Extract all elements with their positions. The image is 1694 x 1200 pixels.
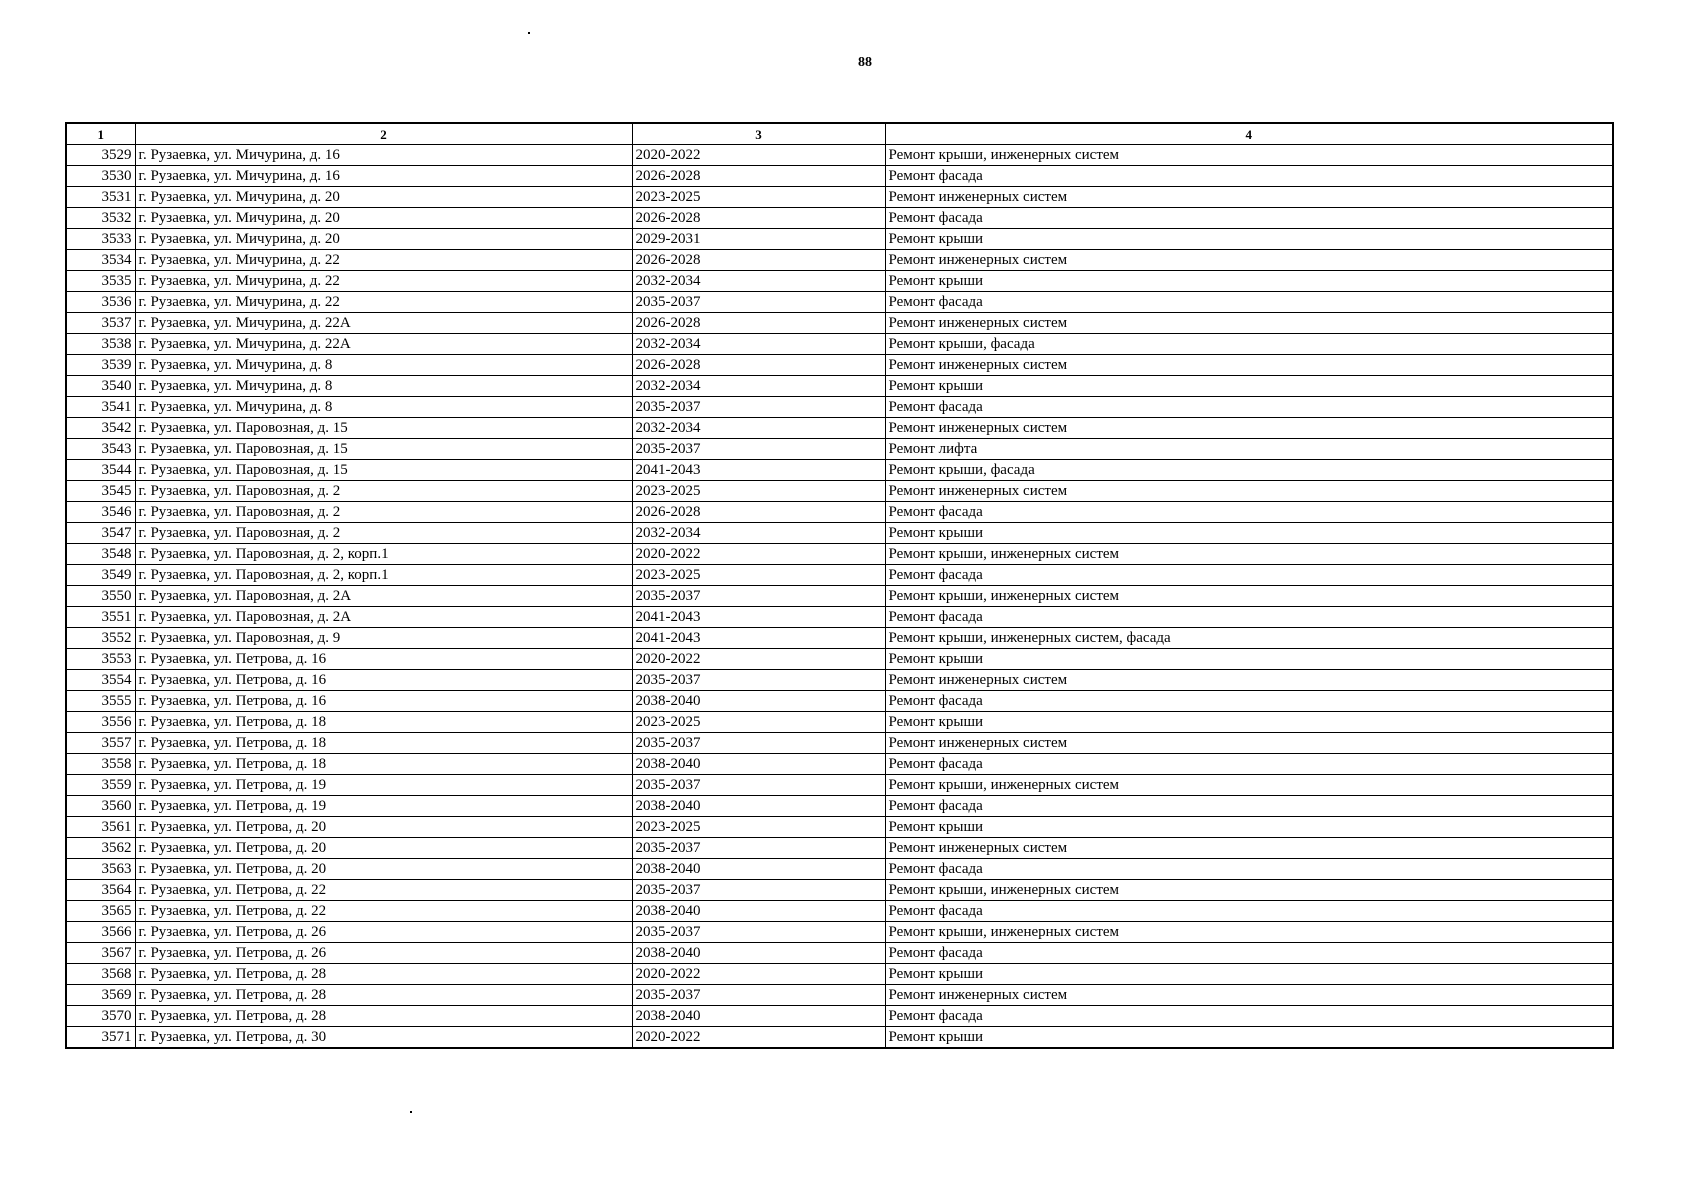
period-cell: 2026-2028 <box>632 208 885 229</box>
period-cell: 2032-2034 <box>632 418 885 439</box>
row-number-cell: 3552 <box>66 628 135 649</box>
period-cell: 2035-2037 <box>632 397 885 418</box>
table-row <box>66 523 1613 544</box>
row-number-cell: 3568 <box>66 964 135 985</box>
row-number-cell: 3529 <box>66 145 135 166</box>
address-cell: г. Рузаевка, ул. Паровозная, д. 15 <box>135 418 632 439</box>
period-cell: 2023-2025 <box>632 481 885 502</box>
period-cell: 2041-2043 <box>632 607 885 628</box>
row-number-cell: 3560 <box>66 796 135 817</box>
row-number-cell: 3549 <box>66 565 135 586</box>
address-cell: г. Рузаевка, ул. Петрова, д. 18 <box>135 712 632 733</box>
period-cell: 2029-2031 <box>632 229 885 250</box>
period-cell: 2035-2037 <box>632 670 885 691</box>
work-type-cell: Ремонт крыши, инженерных систем, фасада <box>885 628 1613 649</box>
row-number-cell: 3563 <box>66 859 135 880</box>
table-row <box>66 250 1613 271</box>
table-row <box>66 355 1613 376</box>
header-col-2: 2 <box>135 123 632 145</box>
address-cell: г. Рузаевка, ул. Петрова, д. 19 <box>135 775 632 796</box>
work-type-cell: Ремонт инженерных систем <box>885 733 1613 754</box>
row-number-cell: 3559 <box>66 775 135 796</box>
table-row <box>66 838 1613 859</box>
address-cell: г. Рузаевка, ул. Петрова, д. 16 <box>135 691 632 712</box>
table-row <box>66 880 1613 901</box>
row-number-cell: 3538 <box>66 334 135 355</box>
row-number-cell: 3556 <box>66 712 135 733</box>
table-row <box>66 292 1613 313</box>
row-number-cell: 3550 <box>66 586 135 607</box>
work-type-cell: Ремонт фасада <box>885 502 1613 523</box>
table-row <box>66 334 1613 355</box>
address-cell: г. Рузаевка, ул. Паровозная, д. 2, корп.1 <box>135 565 632 586</box>
work-type-cell: Ремонт фасада <box>885 208 1613 229</box>
row-number-cell: 3539 <box>66 355 135 376</box>
table-row <box>66 1006 1613 1027</box>
address-cell: г. Рузаевка, ул. Петрова, д. 20 <box>135 838 632 859</box>
address-cell: г. Рузаевка, ул. Петрова, д. 18 <box>135 754 632 775</box>
period-cell: 2038-2040 <box>632 754 885 775</box>
period-cell: 2026-2028 <box>632 355 885 376</box>
period-cell: 2038-2040 <box>632 1006 885 1027</box>
table-row <box>66 586 1613 607</box>
work-type-cell: Ремонт крыши <box>885 964 1613 985</box>
work-type-cell: Ремонт инженерных систем <box>885 355 1613 376</box>
work-type-cell: Ремонт крыши, инженерных систем <box>885 586 1613 607</box>
address-cell: г. Рузаевка, ул. Паровозная, д. 2, корп.1 <box>135 544 632 565</box>
work-type-cell: Ремонт фасада <box>885 397 1613 418</box>
address-cell: г. Рузаевка, ул. Петрова, д. 16 <box>135 649 632 670</box>
period-cell: 2035-2037 <box>632 880 885 901</box>
page-number: 88 <box>858 55 872 70</box>
table-row <box>66 187 1613 208</box>
address-cell: г. Рузаевка, ул. Паровозная, д. 2А <box>135 607 632 628</box>
row-number-cell: 3548 <box>66 544 135 565</box>
row-number-cell: 3542 <box>66 418 135 439</box>
row-number-cell: 3566 <box>66 922 135 943</box>
period-cell: 2020-2022 <box>632 649 885 670</box>
period-cell: 2032-2034 <box>632 271 885 292</box>
work-type-cell: Ремонт фасада <box>885 943 1613 964</box>
row-number-cell: 3564 <box>66 880 135 901</box>
period-cell: 2020-2022 <box>632 1027 885 1049</box>
period-cell: 2020-2022 <box>632 145 885 166</box>
row-number-cell: 3540 <box>66 376 135 397</box>
period-cell: 2041-2043 <box>632 628 885 649</box>
address-cell: г. Рузаевка, ул. Петрова, д. 28 <box>135 985 632 1006</box>
row-number-cell: 3567 <box>66 943 135 964</box>
address-cell: г. Рузаевка, ул. Петрова, д. 20 <box>135 859 632 880</box>
work-type-cell: Ремонт фасада <box>885 754 1613 775</box>
table-row <box>66 313 1613 334</box>
address-cell: г. Рузаевка, ул. Петрова, д. 26 <box>135 943 632 964</box>
work-type-cell: Ремонт фасада <box>885 607 1613 628</box>
period-cell: 2038-2040 <box>632 691 885 712</box>
row-number-cell: 3541 <box>66 397 135 418</box>
scan-speck-bottom <box>410 1111 412 1113</box>
address-cell: г. Рузаевка, ул. Мичурина, д. 8 <box>135 397 632 418</box>
row-number-cell: 3532 <box>66 208 135 229</box>
table-row <box>66 901 1613 922</box>
address-cell: г. Рузаевка, ул. Паровозная, д. 2 <box>135 523 632 544</box>
row-number-cell: 3551 <box>66 607 135 628</box>
address-cell: г. Рузаевка, ул. Мичурина, д. 22 <box>135 271 632 292</box>
row-number-cell: 3546 <box>66 502 135 523</box>
row-number-cell: 3531 <box>66 187 135 208</box>
work-type-cell: Ремонт крыши <box>885 649 1613 670</box>
table-header-row <box>66 123 1613 145</box>
row-number-cell: 3554 <box>66 670 135 691</box>
address-cell: г. Рузаевка, ул. Мичурина, д. 8 <box>135 376 632 397</box>
table-row <box>66 439 1613 460</box>
table-row <box>66 481 1613 502</box>
row-number-cell: 3537 <box>66 313 135 334</box>
table-row <box>66 628 1613 649</box>
work-type-cell: Ремонт фасада <box>885 796 1613 817</box>
period-cell: 2026-2028 <box>632 502 885 523</box>
row-number-cell: 3561 <box>66 817 135 838</box>
row-number-cell: 3533 <box>66 229 135 250</box>
row-number-cell: 3570 <box>66 1006 135 1027</box>
table-row <box>66 922 1613 943</box>
table-row <box>66 649 1613 670</box>
period-cell: 2035-2037 <box>632 838 885 859</box>
address-cell: г. Рузаевка, ул. Петрова, д. 20 <box>135 817 632 838</box>
period-cell: 2041-2043 <box>632 460 885 481</box>
period-cell: 2032-2034 <box>632 334 885 355</box>
table-row <box>66 544 1613 565</box>
table-row <box>66 712 1613 733</box>
header-col-4: 4 <box>885 123 1613 145</box>
work-type-cell: Ремонт фасада <box>885 859 1613 880</box>
table-row <box>66 964 1613 985</box>
work-type-cell: Ремонт инженерных систем <box>885 250 1613 271</box>
table-row <box>66 859 1613 880</box>
period-cell: 2035-2037 <box>632 922 885 943</box>
table-body <box>66 145 1613 1049</box>
address-cell: г. Рузаевка, ул. Паровозная, д. 9 <box>135 628 632 649</box>
address-cell: г. Рузаевка, ул. Мичурина, д. 22А <box>135 334 632 355</box>
table-row <box>66 565 1613 586</box>
address-cell: г. Рузаевка, ул. Петрова, д. 22 <box>135 880 632 901</box>
row-number-cell: 3558 <box>66 754 135 775</box>
period-cell: 2023-2025 <box>632 565 885 586</box>
work-type-cell: Ремонт крыши, инженерных систем <box>885 544 1613 565</box>
address-cell: г. Рузаевка, ул. Петрова, д. 18 <box>135 733 632 754</box>
work-type-cell: Ремонт крыши <box>885 376 1613 397</box>
address-cell: г. Рузаевка, ул. Петрова, д. 28 <box>135 964 632 985</box>
row-number-cell: 3553 <box>66 649 135 670</box>
work-type-cell: Ремонт фасада <box>885 1006 1613 1027</box>
period-cell: 2038-2040 <box>632 859 885 880</box>
table-row <box>66 691 1613 712</box>
address-cell: г. Рузаевка, ул. Мичурина, д. 20 <box>135 187 632 208</box>
period-cell: 2038-2040 <box>632 796 885 817</box>
period-cell: 2035-2037 <box>632 775 885 796</box>
row-number-cell: 3569 <box>66 985 135 1006</box>
table-row <box>66 502 1613 523</box>
repair-schedule-table <box>65 122 1614 1049</box>
period-cell: 2035-2037 <box>632 439 885 460</box>
work-type-cell: Ремонт инженерных систем <box>885 481 1613 502</box>
table-row <box>66 775 1613 796</box>
table-row <box>66 271 1613 292</box>
header-col-3: 3 <box>632 123 885 145</box>
table-row <box>66 670 1613 691</box>
work-type-cell: Ремонт крыши, фасада <box>885 334 1613 355</box>
period-cell: 2035-2037 <box>632 586 885 607</box>
row-number-cell: 3547 <box>66 523 135 544</box>
period-cell: 2023-2025 <box>632 187 885 208</box>
work-type-cell: Ремонт инженерных систем <box>885 418 1613 439</box>
address-cell: г. Рузаевка, ул. Мичурина, д. 20 <box>135 208 632 229</box>
address-cell: г. Рузаевка, ул. Мичурина, д. 22 <box>135 292 632 313</box>
address-cell: г. Рузаевка, ул. Петрова, д. 16 <box>135 670 632 691</box>
period-cell: 2035-2037 <box>632 292 885 313</box>
scan-speck-top <box>528 32 530 34</box>
period-cell: 2038-2040 <box>632 901 885 922</box>
period-cell: 2026-2028 <box>632 250 885 271</box>
work-type-cell: Ремонт инженерных систем <box>885 670 1613 691</box>
work-type-cell: Ремонт крыши, фасада <box>885 460 1613 481</box>
table-row <box>66 166 1613 187</box>
address-cell: г. Рузаевка, ул. Мичурина, д. 16 <box>135 145 632 166</box>
work-type-cell: Ремонт инженерных систем <box>885 985 1613 1006</box>
work-type-cell: Ремонт фасада <box>885 166 1613 187</box>
address-cell: г. Рузаевка, ул. Паровозная, д. 2 <box>135 481 632 502</box>
table-row <box>66 817 1613 838</box>
period-cell: 2032-2034 <box>632 376 885 397</box>
work-type-cell: Ремонт крыши, инженерных систем <box>885 145 1613 166</box>
table-row <box>66 418 1613 439</box>
period-cell: 2020-2022 <box>632 964 885 985</box>
table-row <box>66 460 1613 481</box>
work-type-cell: Ремонт крыши <box>885 229 1613 250</box>
address-cell: г. Рузаевка, ул. Петрова, д. 28 <box>135 1006 632 1027</box>
table-row <box>66 229 1613 250</box>
work-type-cell: Ремонт лифта <box>885 439 1613 460</box>
work-type-cell: Ремонт инженерных систем <box>885 187 1613 208</box>
work-type-cell: Ремонт инженерных систем <box>885 313 1613 334</box>
period-cell: 2038-2040 <box>632 943 885 964</box>
work-type-cell: Ремонт фасада <box>885 292 1613 313</box>
table-row <box>66 733 1613 754</box>
period-cell: 2023-2025 <box>632 712 885 733</box>
work-type-cell: Ремонт крыши <box>885 712 1613 733</box>
period-cell: 2035-2037 <box>632 985 885 1006</box>
address-cell: г. Рузаевка, ул. Петрова, д. 30 <box>135 1027 632 1049</box>
period-cell: 2023-2025 <box>632 817 885 838</box>
work-type-cell: Ремонт крыши, инженерных систем <box>885 775 1613 796</box>
work-type-cell: Ремонт крыши <box>885 523 1613 544</box>
work-type-cell: Ремонт крыши, инженерных систем <box>885 880 1613 901</box>
row-number-cell: 3555 <box>66 691 135 712</box>
work-type-cell: Ремонт фасада <box>885 901 1613 922</box>
row-number-cell: 3544 <box>66 460 135 481</box>
table-row <box>66 607 1613 628</box>
period-cell: 2032-2034 <box>632 523 885 544</box>
work-type-cell: Ремонт крыши <box>885 271 1613 292</box>
work-type-cell: Ремонт крыши <box>885 1027 1613 1049</box>
address-cell: г. Рузаевка, ул. Мичурина, д. 22А <box>135 313 632 334</box>
row-number-cell: 3534 <box>66 250 135 271</box>
table-row <box>66 985 1613 1006</box>
address-cell: г. Рузаевка, ул. Мичурина, д. 16 <box>135 166 632 187</box>
period-cell: 2035-2037 <box>632 733 885 754</box>
header-col-1: 1 <box>66 123 135 145</box>
address-cell: г. Рузаевка, ул. Мичурина, д. 22 <box>135 250 632 271</box>
address-cell: г. Рузаевка, ул. Мичурина, д. 20 <box>135 229 632 250</box>
table-row <box>66 397 1613 418</box>
address-cell: г. Рузаевка, ул. Петрова, д. 19 <box>135 796 632 817</box>
table-row <box>66 208 1613 229</box>
work-type-cell: Ремонт инженерных систем <box>885 838 1613 859</box>
address-cell: г. Рузаевка, ул. Паровозная, д. 15 <box>135 460 632 481</box>
table-row <box>66 796 1613 817</box>
period-cell: 2026-2028 <box>632 166 885 187</box>
row-number-cell: 3530 <box>66 166 135 187</box>
period-cell: 2026-2028 <box>632 313 885 334</box>
address-cell: г. Рузаевка, ул. Петрова, д. 22 <box>135 901 632 922</box>
table-row <box>66 1027 1613 1049</box>
table-row <box>66 943 1613 964</box>
work-type-cell: Ремонт крыши, инженерных систем <box>885 922 1613 943</box>
row-number-cell: 3543 <box>66 439 135 460</box>
row-number-cell: 3536 <box>66 292 135 313</box>
table-row <box>66 754 1613 775</box>
address-cell: г. Рузаевка, ул. Петрова, д. 26 <box>135 922 632 943</box>
row-number-cell: 3562 <box>66 838 135 859</box>
table-row <box>66 145 1613 166</box>
row-number-cell: 3557 <box>66 733 135 754</box>
work-type-cell: Ремонт фасада <box>885 565 1613 586</box>
period-cell: 2020-2022 <box>632 544 885 565</box>
address-cell: г. Рузаевка, ул. Мичурина, д. 8 <box>135 355 632 376</box>
table-row <box>66 376 1613 397</box>
address-cell: г. Рузаевка, ул. Паровозная, д. 2А <box>135 586 632 607</box>
work-type-cell: Ремонт фасада <box>885 691 1613 712</box>
row-number-cell: 3535 <box>66 271 135 292</box>
row-number-cell: 3571 <box>66 1027 135 1049</box>
row-number-cell: 3545 <box>66 481 135 502</box>
work-type-cell: Ремонт крыши <box>885 817 1613 838</box>
address-cell: г. Рузаевка, ул. Паровозная, д. 15 <box>135 439 632 460</box>
address-cell: г. Рузаевка, ул. Паровозная, д. 2 <box>135 502 632 523</box>
row-number-cell: 3565 <box>66 901 135 922</box>
